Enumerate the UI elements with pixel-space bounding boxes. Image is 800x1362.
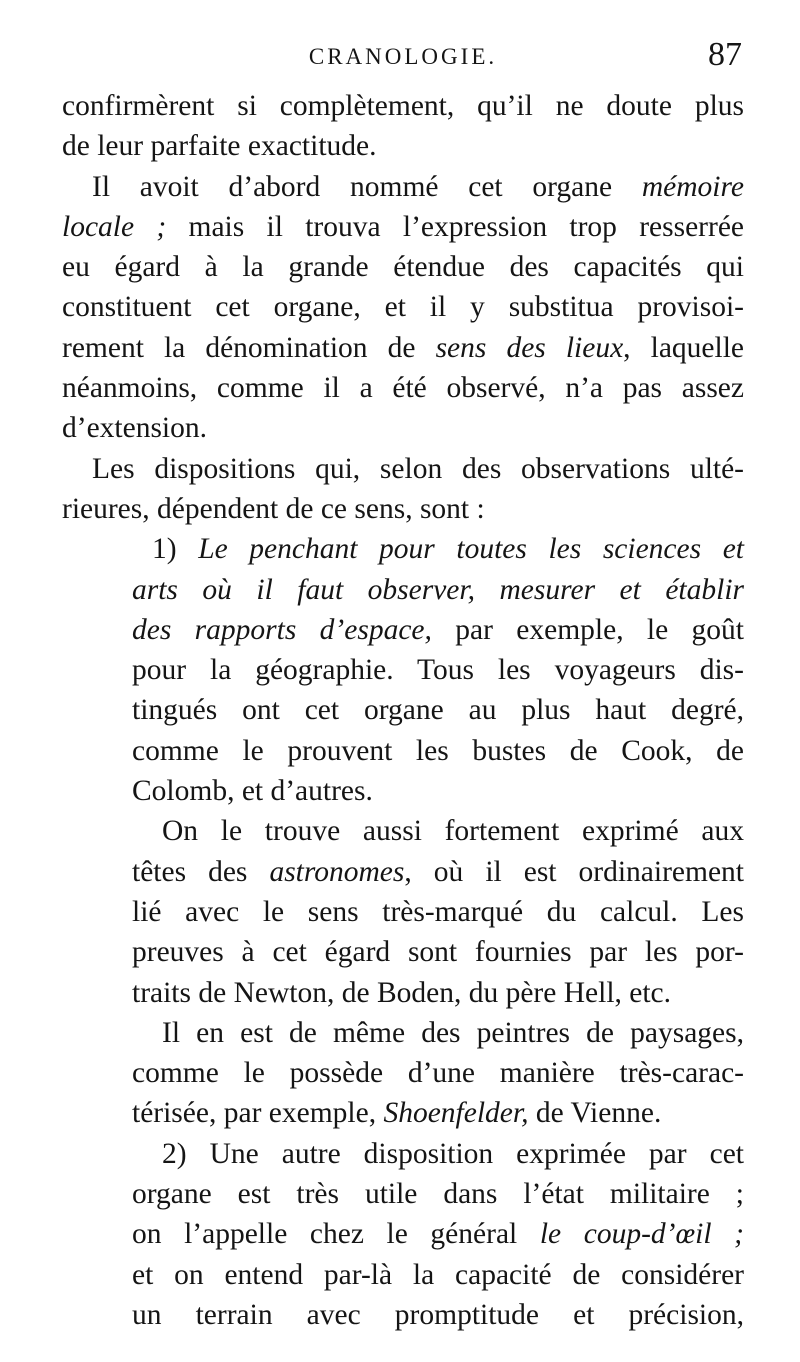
- text-line: lié avec le sens très-marqué du calcul. Les: [132, 895, 744, 928]
- text-line: arts où il faut observer, mesurer et établir: [132, 573, 744, 606]
- text-line: rement la dénomination de sens des lieux, laquelle: [62, 331, 744, 364]
- text-line: constituent cet organe, et il y substitua provisoi-: [62, 291, 744, 324]
- text-line: de leur parfaite exactitude.: [62, 130, 377, 163]
- text-line: preuves à cet égard sont fournies par les por-: [132, 936, 744, 969]
- text-line: traits de Newton, de Boden, du père Hell, etc.: [132, 976, 672, 1009]
- text-line: têtes des astronomes, où il est ordinairement: [132, 855, 744, 888]
- page-number: 87: [708, 36, 742, 73]
- text-line: térisée, par exemple, Shoenfelder, de Vienne.: [132, 1097, 662, 1130]
- text-line: Les dispositions qui, selon des observations ulté-: [92, 452, 744, 485]
- text-line: 2) Une autre disposition exprimée par cet: [162, 1137, 744, 1170]
- text-line: on l’appelle chez le général le coup-d’œil ;: [132, 1218, 744, 1251]
- text-line: comme le prouvent les bustes de Cook, de: [132, 734, 744, 767]
- text-line: eu égard à la grande étendue des capacités qui: [62, 251, 744, 284]
- running-title: CRANOLOGIE.: [308, 44, 498, 69]
- text-line: pour la géographie. Tous les voyageurs dis-: [132, 654, 744, 687]
- text-line: Colomb, et d’autres.: [132, 775, 373, 808]
- text-line: 1) Le penchant pour toutes les sciences et: [152, 533, 744, 566]
- text-line: d’extension.: [62, 412, 208, 445]
- text-line: confirmèrent si complètement, qu’il ne doute plus: [62, 90, 744, 122]
- text-line: tingués ont cet organe au plus haut degré,: [132, 694, 744, 727]
- text-line: et on entend par-là la capacité de considérer: [132, 1258, 744, 1291]
- text-line: organe est très utile dans l’état militaire ;: [132, 1178, 744, 1211]
- text-line: locale ; mais il trouva l’expression trop resserrée: [62, 210, 745, 243]
- text-line: néanmoins, comme il a été observé, n’a pas assez: [62, 372, 744, 405]
- text-line: On le trouve aussi fortement exprimé aux: [162, 815, 744, 848]
- running-head: [62, 36, 744, 86]
- text-line: Il avoit d’abord nommé cet organe mémoire: [92, 170, 744, 203]
- body-text: [62, 86, 744, 1335]
- text-line: rieures, dépendent de ce sens, sont :: [62, 492, 485, 525]
- text-line: des rapports d’espace, par exemple, le goût: [132, 613, 745, 646]
- text-line: comme le possède d’une manière très-carac-: [132, 1057, 744, 1090]
- text-line: Il en est de même des peintres de paysages,: [162, 1016, 744, 1049]
- text-line: un terrain avec promptitude et précision,: [132, 1298, 744, 1331]
